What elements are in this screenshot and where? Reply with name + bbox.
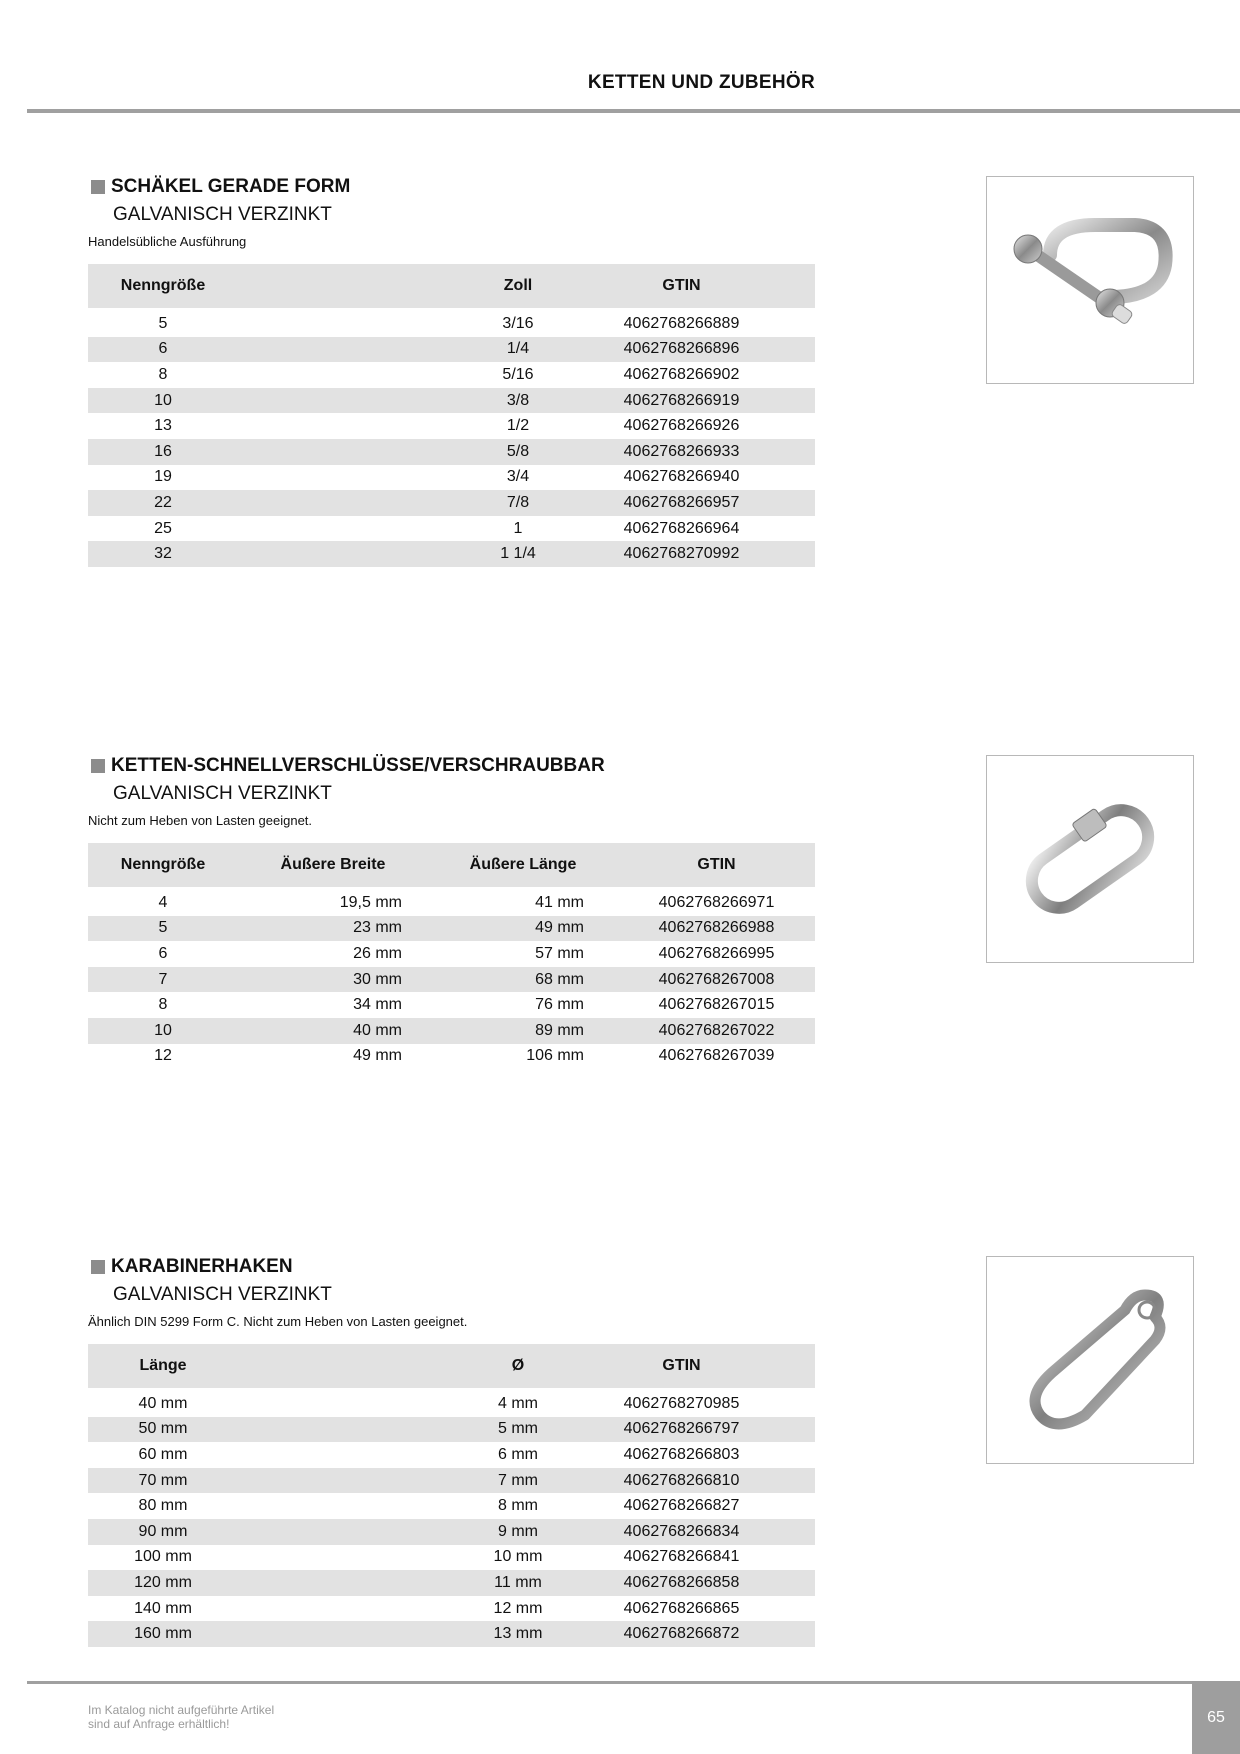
product-table <box>88 264 815 567</box>
section-title-text: KARABINERHAKEN <box>111 1256 293 1277</box>
table-cell <box>238 1621 548 1647</box>
table-cell: 32 <box>88 541 238 567</box>
table-cell: 89 mm <box>428 1018 618 1044</box>
table-cell: 4062768266810 <box>548 1468 815 1494</box>
table-row <box>88 465 815 491</box>
table-cell: 8 <box>158 365 168 383</box>
table-cell: 49 mm <box>353 1047 402 1065</box>
table-cell <box>238 311 548 337</box>
table-cell: 4062768266896 <box>548 337 815 363</box>
column-header: Länge <box>88 1344 238 1388</box>
table-cell-text: 3/4 <box>506 468 530 486</box>
section-note: Ähnlich DIN 5299 Form C. Nicht zum Heben von Lasten geeignet. <box>88 1314 468 1329</box>
table-cell: 4062768266926 <box>623 417 740 435</box>
table-cell-text: 1 <box>513 519 523 537</box>
bullet-square-icon <box>91 1260 105 1274</box>
table-row <box>88 337 815 363</box>
table-cell <box>238 413 548 439</box>
table-cell: 16 <box>88 439 238 465</box>
table-cell: 4062768267015 <box>658 996 775 1014</box>
table-row <box>88 490 815 516</box>
section-note: Handelsübliche Ausführung <box>88 234 247 249</box>
table-cell-text: 13 mm <box>493 1625 543 1643</box>
table-cell-text: 7/8 <box>506 493 530 511</box>
table-cell: 5 <box>88 916 238 942</box>
table-cell-text: 10 mm <box>493 1548 543 1566</box>
table-cell: 4062768266902 <box>623 365 740 383</box>
product-table <box>88 843 815 1069</box>
table-row <box>88 1018 815 1044</box>
table-row <box>88 516 815 542</box>
table-cell-text: 4 mm <box>498 1394 538 1412</box>
column-header: GTIN <box>548 1344 815 1388</box>
table-row <box>88 388 815 414</box>
table-cell-text: 12 mm <box>493 1599 543 1617</box>
footer-divider <box>27 1681 1192 1684</box>
footer-note-line: sind auf Anfrage erhältlich! <box>88 1717 230 1731</box>
shackle-image <box>986 176 1194 384</box>
table-cell <box>238 1596 548 1622</box>
column-header-text: Ø <box>511 1357 525 1374</box>
table-cell: 19 <box>154 468 172 486</box>
table-row <box>88 311 815 337</box>
table-cell-text: 6 mm <box>498 1445 538 1463</box>
column-header <box>238 1344 548 1388</box>
quick-link-image <box>986 755 1194 963</box>
table-cell-text: 3/8 <box>506 391 530 409</box>
table-cell: 30 mm <box>238 967 428 993</box>
table-cell <box>238 1519 548 1545</box>
table-cell: 4062768266865 <box>623 1599 740 1617</box>
section-quick-link <box>88 754 818 1069</box>
footer-note-line: Im Katalog nicht aufgeführte Artikel <box>88 1703 275 1717</box>
table-cell <box>238 490 548 516</box>
table-cell: 50 mm <box>88 1417 238 1443</box>
table-row <box>88 1519 815 1545</box>
table-row <box>88 890 815 916</box>
table-cell: 70 mm <box>88 1468 238 1494</box>
table-cell <box>238 1391 548 1417</box>
footer-note <box>88 1703 274 1731</box>
section-carabiner <box>88 1255 818 1647</box>
table-row <box>88 1417 815 1443</box>
table-cell: 34 mm <box>353 996 402 1014</box>
table-cell: 4062768266797 <box>548 1417 815 1443</box>
section-title-text: SCHÄKEL GERADE FORM <box>111 176 351 197</box>
table-cell: 6 <box>88 337 238 363</box>
table-cell <box>238 439 548 465</box>
table-cell-text: 7 mm <box>498 1471 538 1489</box>
table-cell: 10 <box>88 1018 238 1044</box>
table-cell <box>238 1493 548 1519</box>
table-cell: 10 <box>88 388 238 414</box>
table-row <box>88 992 815 1018</box>
table-cell: 4062768266940 <box>623 468 740 486</box>
table-cell <box>238 362 548 388</box>
table-row <box>88 1493 815 1519</box>
table-cell: 68 mm <box>428 967 618 993</box>
column-header: Nenngröße <box>88 264 238 308</box>
product-table <box>88 1344 815 1647</box>
table-cell: 4062768267039 <box>658 1047 775 1065</box>
table-cell: 140 mm <box>134 1599 192 1617</box>
carabiner-image <box>986 1256 1194 1464</box>
table-cell: 4062768266964 <box>623 519 740 537</box>
carabiner-icon <box>995 1265 1185 1455</box>
section-title <box>88 754 818 778</box>
table-row <box>88 362 815 388</box>
column-header-text: Zoll <box>503 277 533 294</box>
page-number: 65 <box>1192 1681 1240 1754</box>
table-cell: 4062768266834 <box>548 1519 815 1545</box>
table-cell: 4062768266971 <box>658 893 775 911</box>
table-cell: 6 <box>158 944 168 962</box>
section-subtitle: GALVANISCH VERZINKT <box>113 1284 332 1305</box>
section-title-text: KETTEN-SCHNELLVERSCHLÜSSE/VERSCHRAUBBAR <box>111 755 605 776</box>
table-cell: 4062768266995 <box>658 944 775 962</box>
table-cell-text: 3/16 <box>502 314 534 332</box>
table-cell: 4062768266841 <box>623 1548 740 1566</box>
table-row <box>88 967 815 993</box>
table-cell: 25 <box>154 519 172 537</box>
table-cell: 41 mm <box>535 893 584 911</box>
table-cell: 4062768266957 <box>548 490 815 516</box>
table-cell: 57 mm <box>535 944 584 962</box>
table-cell: 76 mm <box>535 996 584 1014</box>
table-cell: 26 mm <box>353 944 402 962</box>
table-row <box>88 1545 815 1571</box>
table-row <box>88 941 815 967</box>
table-cell: 23 mm <box>238 916 428 942</box>
table-cell: 160 mm <box>88 1621 238 1647</box>
table-cell: 106 mm <box>526 1047 584 1065</box>
table-row <box>88 1621 815 1647</box>
table-cell: 22 <box>88 490 238 516</box>
table-cell <box>238 337 548 363</box>
table-cell <box>238 541 548 567</box>
shackle-icon <box>995 185 1185 375</box>
table-cell <box>238 1545 548 1571</box>
table-cell: 60 mm <box>138 1445 188 1463</box>
table-cell-text: 11 mm <box>494 1573 542 1591</box>
table-row <box>88 1468 815 1494</box>
table-cell: 4062768266827 <box>623 1497 740 1515</box>
table-cell: 4062768266872 <box>548 1621 815 1647</box>
bullet-square-icon <box>91 180 105 194</box>
table-cell <box>238 516 548 542</box>
table-cell: 4062768266919 <box>548 388 815 414</box>
header-divider <box>27 109 1240 113</box>
column-header: Nenngröße <box>88 843 238 887</box>
table-cell-text: 8 mm <box>498 1497 538 1515</box>
section-title <box>88 1255 818 1279</box>
table-cell: 4062768267022 <box>618 1018 815 1044</box>
table-cell: 4062768270992 <box>548 541 815 567</box>
table-row <box>88 916 815 942</box>
table-cell <box>238 388 548 414</box>
section-subtitle: GALVANISCH VERZINKT <box>113 783 332 804</box>
table-cell <box>238 1442 548 1468</box>
table-cell-text: 5/16 <box>502 365 534 383</box>
table-cell-text: 1/4 <box>506 340 530 358</box>
table-cell: 49 mm <box>428 916 618 942</box>
table-cell: 19,5 mm <box>339 893 402 911</box>
table-row <box>88 541 815 567</box>
table-cell: 40 mm <box>138 1394 188 1412</box>
column-header: GTIN <box>548 264 815 308</box>
table-cell: 4062768266889 <box>623 314 740 332</box>
column-header: Äußere Breite <box>238 843 428 887</box>
table-cell <box>238 1570 548 1596</box>
table-cell-text: 1 1/4 <box>500 545 536 563</box>
section-subtitle: GALVANISCH VERZINKT <box>113 204 332 225</box>
column-header: GTIN <box>618 843 815 887</box>
table-cell-text: 5/8 <box>506 442 530 460</box>
table-cell: 4062768266933 <box>548 439 815 465</box>
table-cell: 100 mm <box>134 1548 192 1566</box>
section-shackle <box>88 175 818 567</box>
table-row <box>88 1570 815 1596</box>
section-note: Nicht zum Heben von Lasten geeignet. <box>88 813 313 828</box>
table-cell: 4 <box>158 893 168 911</box>
table-cell: 120 mm <box>88 1570 238 1596</box>
page-title: KETTEN UND ZUBEHÖR <box>587 72 815 93</box>
table-cell <box>238 1468 548 1494</box>
table-row <box>88 439 815 465</box>
table-cell: 4062768266803 <box>623 1445 740 1463</box>
table-row <box>88 1391 815 1417</box>
table-row <box>88 1596 815 1622</box>
table-cell: 90 mm <box>88 1519 238 1545</box>
table-row <box>88 1044 815 1070</box>
table-cell: 80 mm <box>138 1497 188 1515</box>
table-cell: 8 <box>158 996 168 1014</box>
column-header <box>238 264 548 308</box>
table-row <box>88 1442 815 1468</box>
table-cell: 7 <box>88 967 238 993</box>
table-cell <box>238 465 548 491</box>
table-cell-text: 1/2 <box>506 417 530 435</box>
table-cell: 12 <box>154 1047 172 1065</box>
quick-link-icon <box>995 764 1185 954</box>
table-cell: 4062768266858 <box>548 1570 815 1596</box>
table-cell: 13 <box>154 417 172 435</box>
table-cell-text: 9 mm <box>498 1522 538 1540</box>
column-header: Äußere Länge <box>428 843 618 887</box>
table-cell: 4062768266988 <box>618 916 815 942</box>
section-title <box>88 175 818 199</box>
table-cell: 4062768270985 <box>623 1394 740 1412</box>
table-cell: 5 <box>158 314 168 332</box>
table-row <box>88 413 815 439</box>
bullet-square-icon <box>91 759 105 773</box>
table-cell: 40 mm <box>238 1018 428 1044</box>
table-cell: 4062768267008 <box>618 967 815 993</box>
table-cell-text: 5 mm <box>498 1420 538 1438</box>
table-cell <box>238 1417 548 1443</box>
